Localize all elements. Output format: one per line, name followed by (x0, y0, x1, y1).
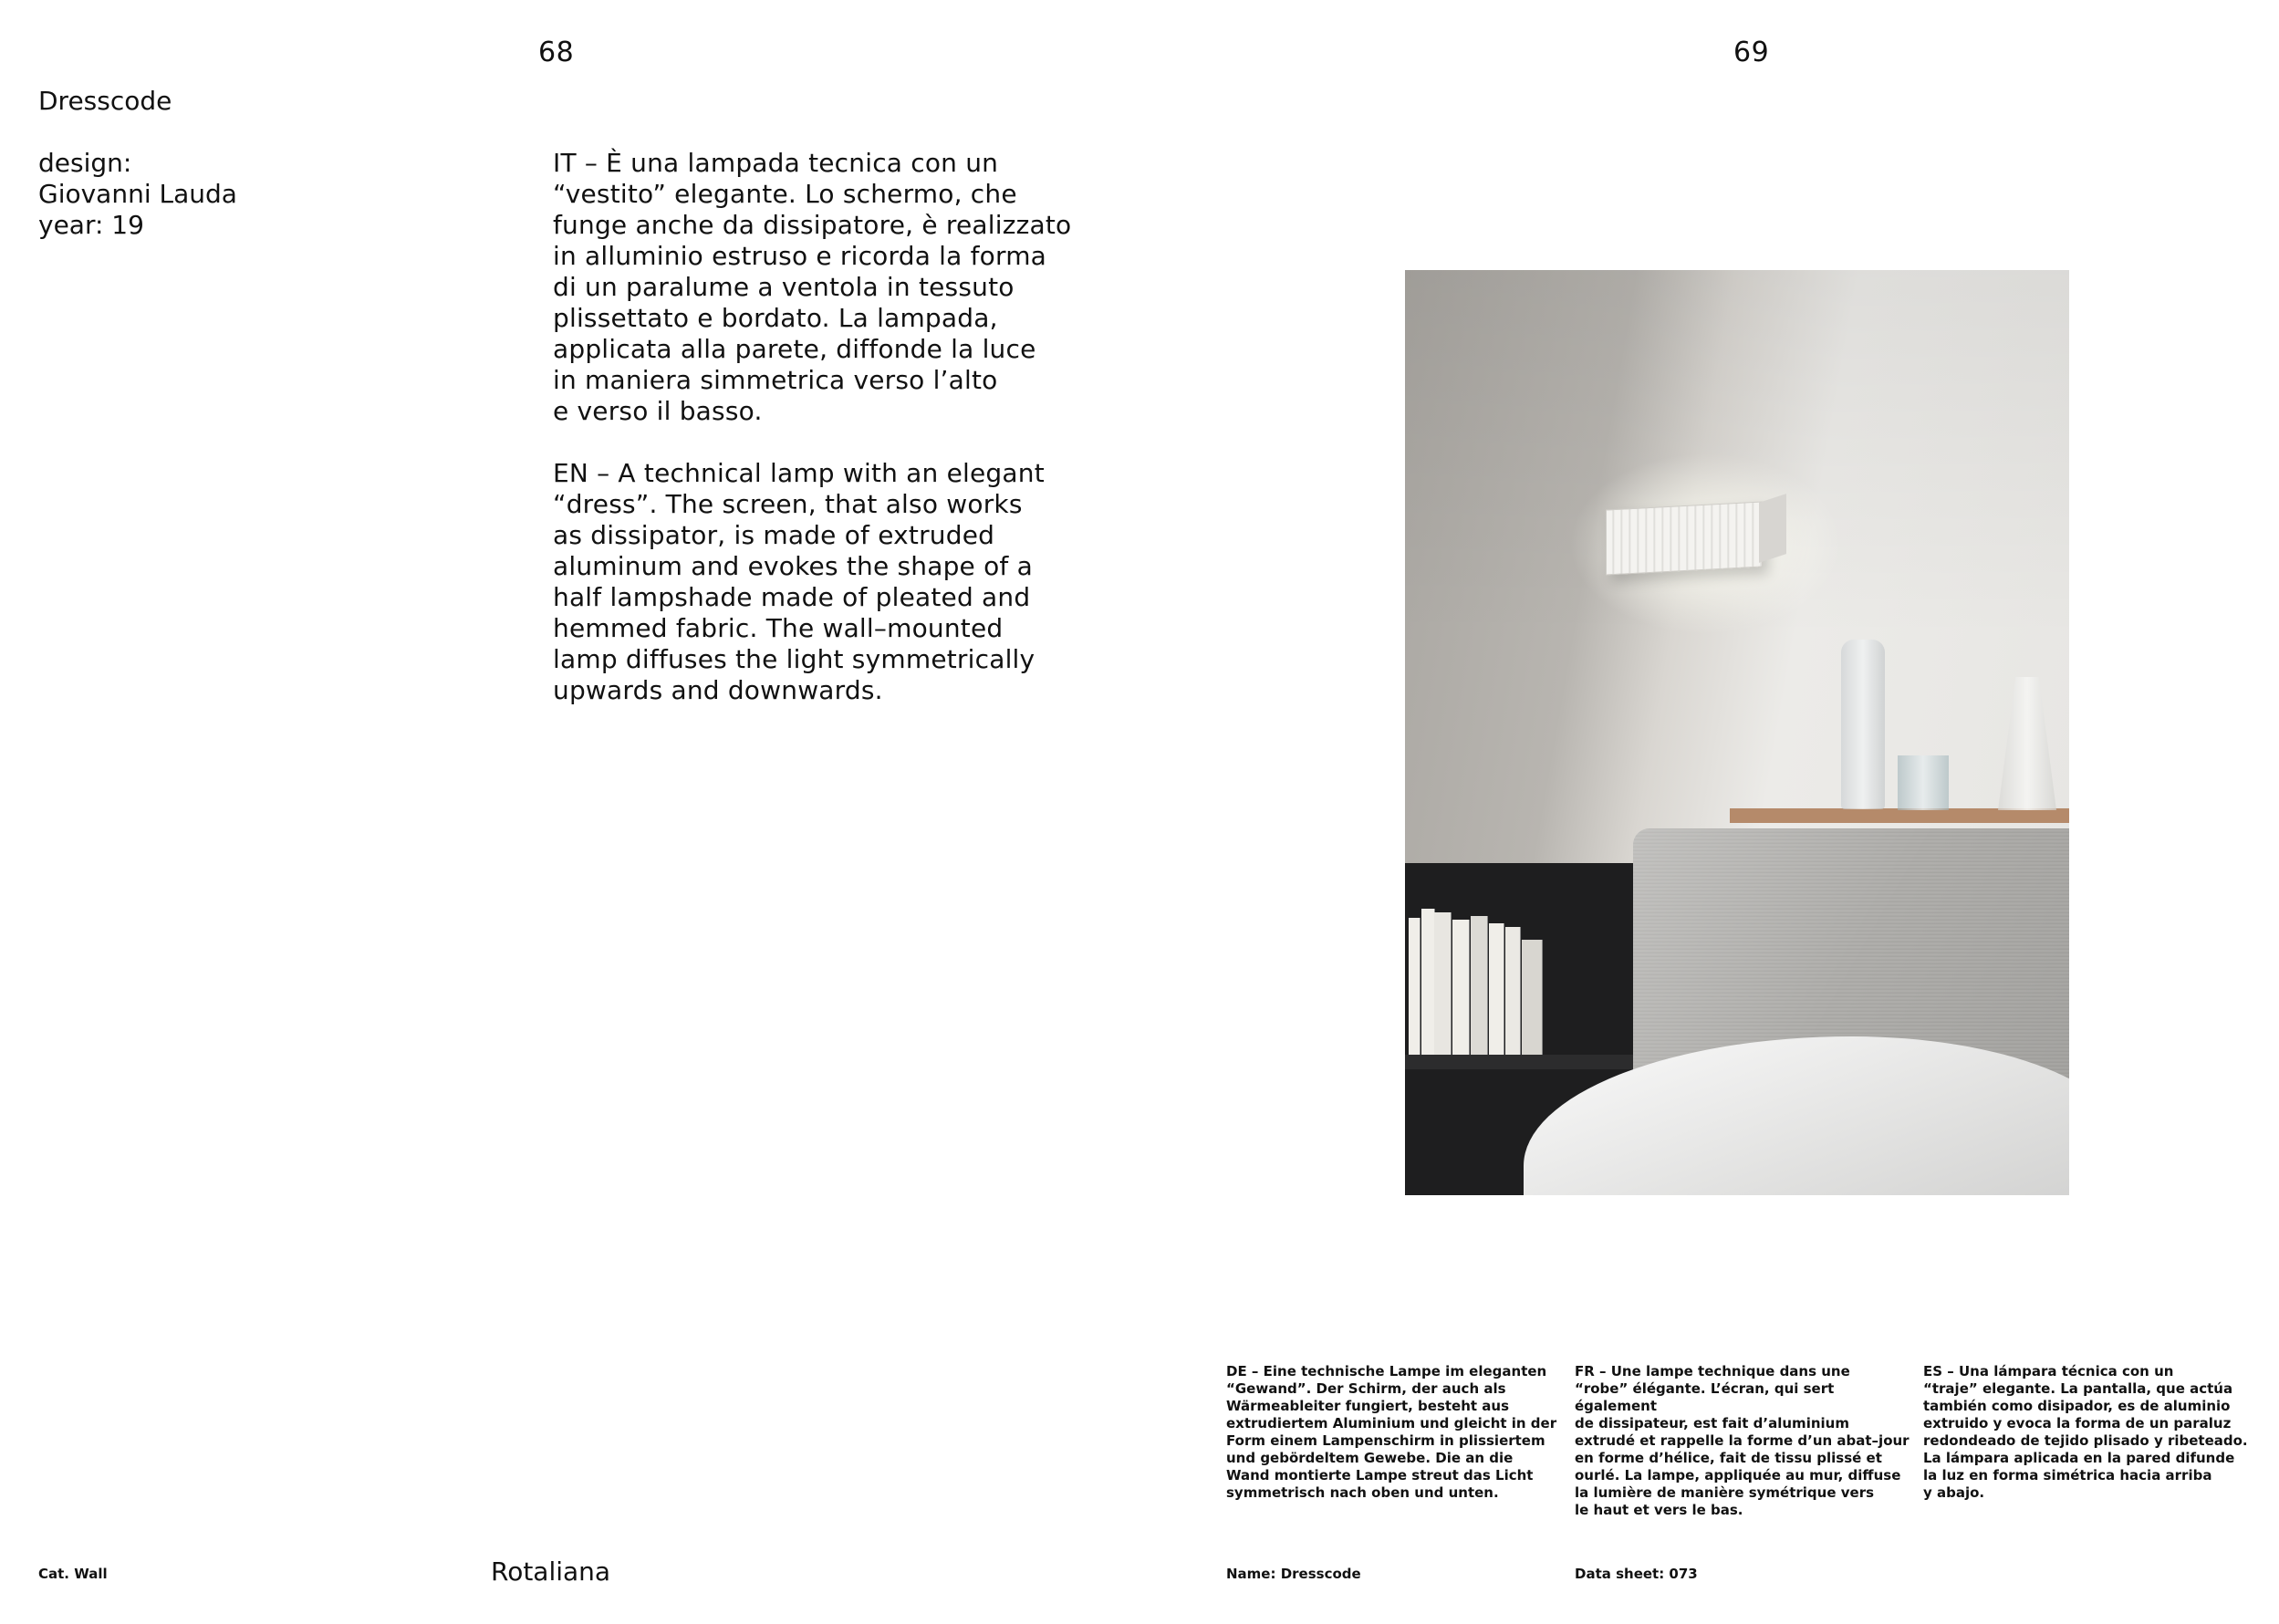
brand-name: Rotaliana (491, 1556, 611, 1587)
description-english: EN – A technical lamp with an elegant “dress”. The screen, that also works as dissipator, is made of extruded aluminum and evokes the shape of a half lampshade made of pleated and hemmed fabric. The wall–mounted lamp diffuses the light symmetrically upwards and downwards. (553, 458, 1045, 705)
year-line: year: 19 (38, 210, 144, 240)
description-german: DE – Eine technische Lampe im eleganten “Gewand”. Der Schirm, der auch als Wärmeableiter fungiert, besteht aus extrudiertem Aluminium und gleicht in der Form einem Lampenschirm in plissiertem und gebördeltem Gewebe. Die an die Wand montierte Lampe streut das Licht symmetrisch nach oben und unten. (1226, 1363, 1557, 1501)
product-name-footer: Name: Dresscode (1226, 1566, 1361, 1582)
page-number-left: 68 (538, 36, 575, 68)
glass-vase (1841, 640, 1885, 809)
drinking-glass (1898, 755, 1949, 810)
description-italian: IT – È una lampada tecnica con un “vestito” elegante. Lo schermo, che funge anche da dissipatore, è realizzato in alluminio estruso e ricorda la forma di un paralume a ventola in tessuto plissettato e bordato. La lampada, applicata alla parete, diffonde la luce in maniera simmetrica verso l’alto e verso il basso. (553, 148, 1072, 426)
datasheet-number: Data sheet: 073 (1575, 1566, 1698, 1582)
description-block (553, 148, 1119, 737)
description-french: FR – Une lampe technique dans une “robe” élégante. L’écran, qui sert également de dissipateur, est fait d’aluminium extrudé et rappelle la forme d’un abat–jour en forme d’hélice, fait de tissu plissé et ourlé. La lampe, appliquée au mur, diffuse la lumière de manière symétrique vers le haut et vers le bas. (1575, 1363, 1910, 1518)
design-label: design: (38, 148, 132, 178)
wooden-tray (1730, 808, 2069, 823)
description-spanish: ES – Una lámpara técnica con un “traje” elegante. La pantalla, que actúa también como disipador, es de aluminio extruido y evoca la forma de un paraluz redondeado de tejido plisado y ribeteado. La lámpara aplicada en la pared difunde la luz en forma simétrica hacia arriba y abajo. (1923, 1363, 2248, 1501)
product-photo (1405, 270, 2069, 1195)
product-info (38, 86, 237, 241)
category-label: Cat. Wall (38, 1566, 108, 1582)
designer-name: Giovanni Lauda (38, 179, 237, 209)
page-number-right: 69 (1733, 36, 1770, 68)
product-title: Dresscode (38, 86, 172, 116)
wall-lamp-illustration (1606, 501, 1763, 575)
